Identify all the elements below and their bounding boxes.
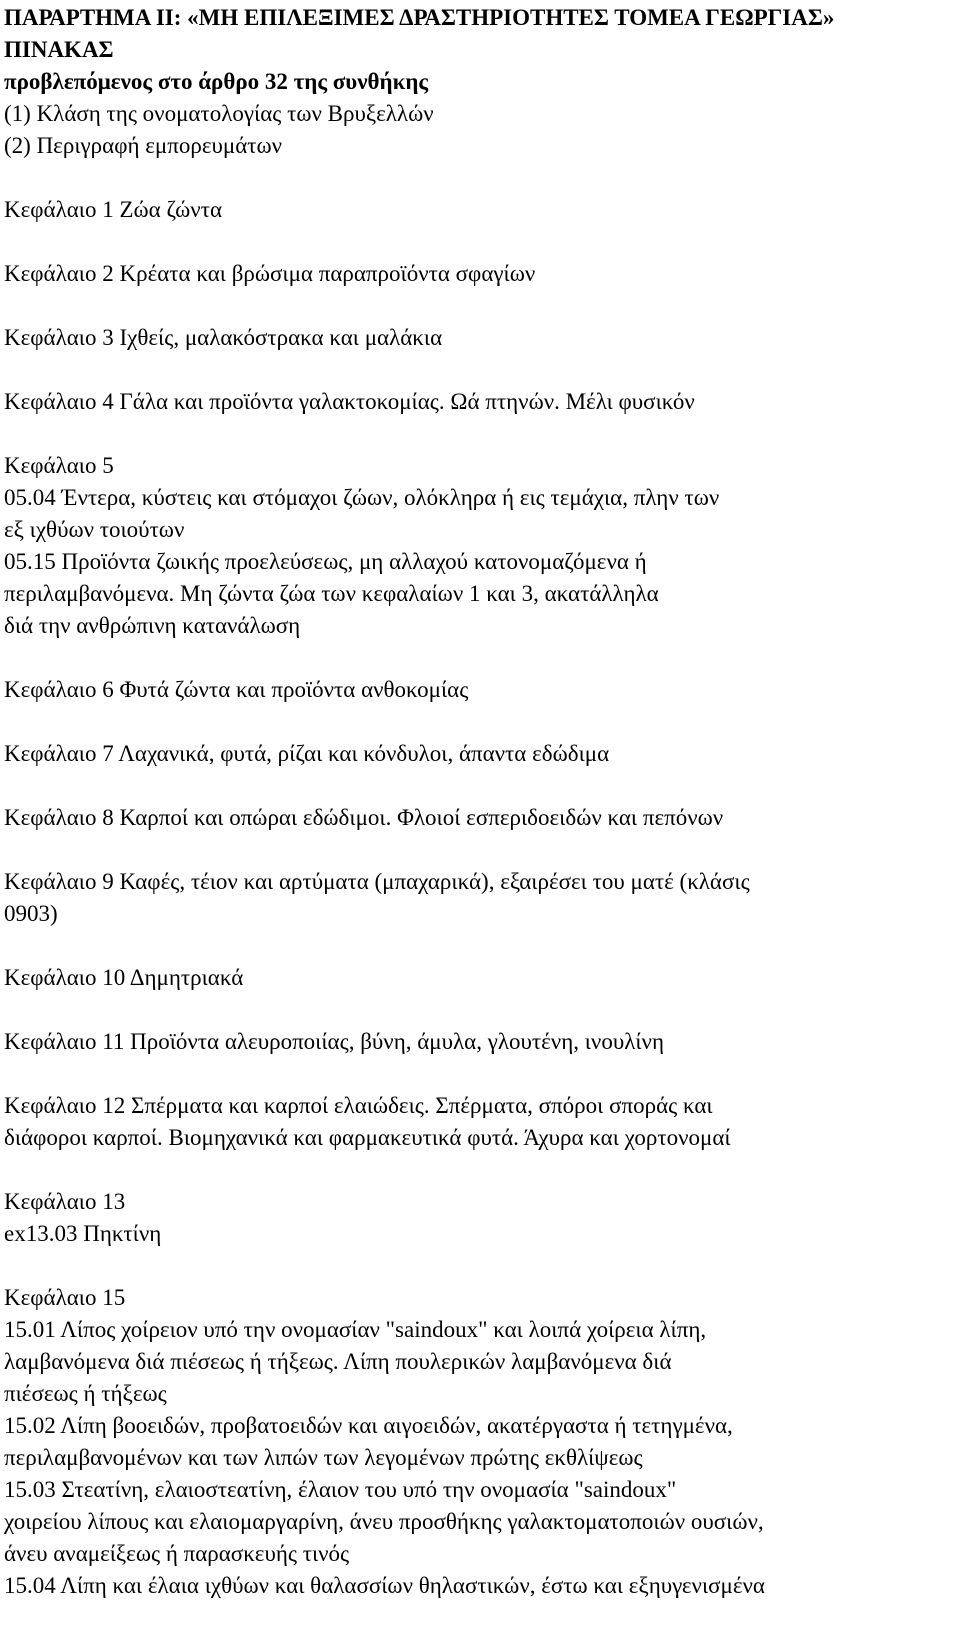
item-13-03: ex13.03 Πηκτίνη — [4, 1221, 162, 1246]
chapter-7: Κεφάλαιο 7 Λαχανικά, φυτά, ρίζαι και κόνδυλοι, άπαντα εδώδιμα — [4, 741, 610, 766]
column-heading-1: (1) Κλάση της ονοματολογίας των Βρυξελλών — [4, 101, 434, 126]
chapter-13-heading: Κεφάλαιο 13 — [4, 1189, 126, 1214]
item-15-01-line1: 15.01 Λίπος χοίρειον υπό την ονομασίαν "saindoux" και λοιπά χοίρεια λίπη, — [4, 1317, 707, 1342]
chapter-8: Κεφάλαιο 8 Καρποί και οπώραι εδώδιμοι. Φλοιοί εσπεριδοειδών και πεπόνων — [4, 805, 724, 830]
item-15-01-line3: πιέσεως ή τήξεως — [4, 1381, 167, 1406]
item-05-15-line1: 05.15 Προϊόντα ζωικής προελεύσεως, μη αλλαχού κατονομαζόμενα ή — [4, 549, 647, 574]
chapter-9-line1: Κεφάλαιο 9 Καφές, τέιον και αρτύματα (μπαχαρικά), εξαιρέσει του ματέ (κλάσις — [4, 869, 750, 894]
chapter-2: Κεφάλαιο 2 Κρέατα και βρώσιμα παραπροϊόντα σφαγίων — [4, 261, 536, 286]
chapter-9-line2: 0903) — [4, 901, 58, 926]
chapter-10: Κεφάλαιο 10 Δημητριακά — [4, 965, 244, 990]
chapter-11: Κεφάλαιο 11 Προϊόντα αλευροποιίας, βύνη, άμυλα, γλουτένη, ινουλίνη — [4, 1029, 664, 1054]
annex-title: ΠΑΡΑΡΤΗΜΑ ΙΙ: «ΜΗ ΕΠΙΛΕΞΙΜΕΣ ΔΡΑΣΤΗΡΙΟΤΗΤΕΣ ΤΟΜΕΑ ΓΕΩΡΓΙΑΣ» — [4, 5, 835, 30]
column-heading-2: (2) Περιγραφή εμπορευμάτων — [4, 133, 283, 158]
chapter-15-heading: Κεφάλαιο 15 — [4, 1285, 126, 1310]
item-15-04-line1: 15.04 Λίπη και έλαια ιχθύων και θαλασσίων θηλαστικών, έστω και εξηυγενισμένα — [4, 1573, 765, 1598]
item-05-04-line1: 05.04 Έντερα, κύστεις και στόμαχοι ζώων, ολόκληρα ή εις τεμάχια, πλην των — [4, 485, 720, 510]
item-15-03-line1: 15.03 Στεατίνη, ελαιοστεατίνη, έλαιον του υπό την ονομασία "saindoux" — [4, 1477, 677, 1502]
chapter-12-line2: διάφοροι καρποί. Βιομηχανικά και φαρμακευτικά φυτά. Άχυρα και χορτονομαί — [4, 1125, 731, 1150]
document-body — [4, 2, 956, 1602]
table-title: ΠΙΝΑΚΑΣ — [4, 37, 114, 62]
chapter-12-line1: Κεφάλαιο 12 Σπέρματα και καρποί ελαιώδεις. Σπέρματα, σπόροι σποράς και — [4, 1093, 713, 1118]
chapter-6: Κεφάλαιο 6 Φυτά ζώντα και προϊόντα ανθοκομίας — [4, 677, 469, 702]
item-15-02-line1: 15.02 Λίπη βοοειδών, προβατοειδών και αιγοειδών, ακατέργαστα ή τετηγμένα, — [4, 1413, 733, 1438]
item-15-01-line2: λαμβανόμενα διά πιέσεως ή τήξεως. Λίπη πουλερικών λαμβανόμενα διά — [4, 1349, 672, 1374]
item-15-02-line2: περιλαμβανομένων και των λιπών των λεγομένων πρώτης εκθλίψεως — [4, 1445, 643, 1470]
item-15-03-line2: χοιρείου λίπους και ελαιομαργαρίνη, άνευ προσθήκης γαλακτοματοποιών ουσιών, — [4, 1509, 764, 1534]
item-05-15-line2: περιλαμβανόμενα. Μη ζώντα ζώα των κεφαλαίων 1 και 3, ακατάλληλα — [4, 581, 659, 606]
chapter-5-heading: Κεφάλαιο 5 — [4, 453, 114, 478]
item-05-04-line2: εξ ιχθύων τοιούτων — [4, 517, 185, 542]
chapter-4: Κεφάλαιο 4 Γάλα και προϊόντα γαλακτοκομίας. Ωά πτηνών. Μέλι φυσικόν — [4, 389, 695, 414]
table-subtitle: προβλεπόμενος στο άρθρο 32 της συνθήκης — [4, 69, 429, 94]
chapter-1: Κεφάλαιο 1 Ζώα ζώντα — [4, 197, 222, 222]
item-15-03-line3: άνευ αναμείξεως ή παρασκευής τινός — [4, 1541, 350, 1566]
item-05-15-line3: διά την ανθρώπινη κατανάλωση — [4, 613, 301, 638]
chapter-3: Κεφάλαιο 3 Ιχθείς, μαλακόστρακα και μαλάκια — [4, 325, 443, 350]
